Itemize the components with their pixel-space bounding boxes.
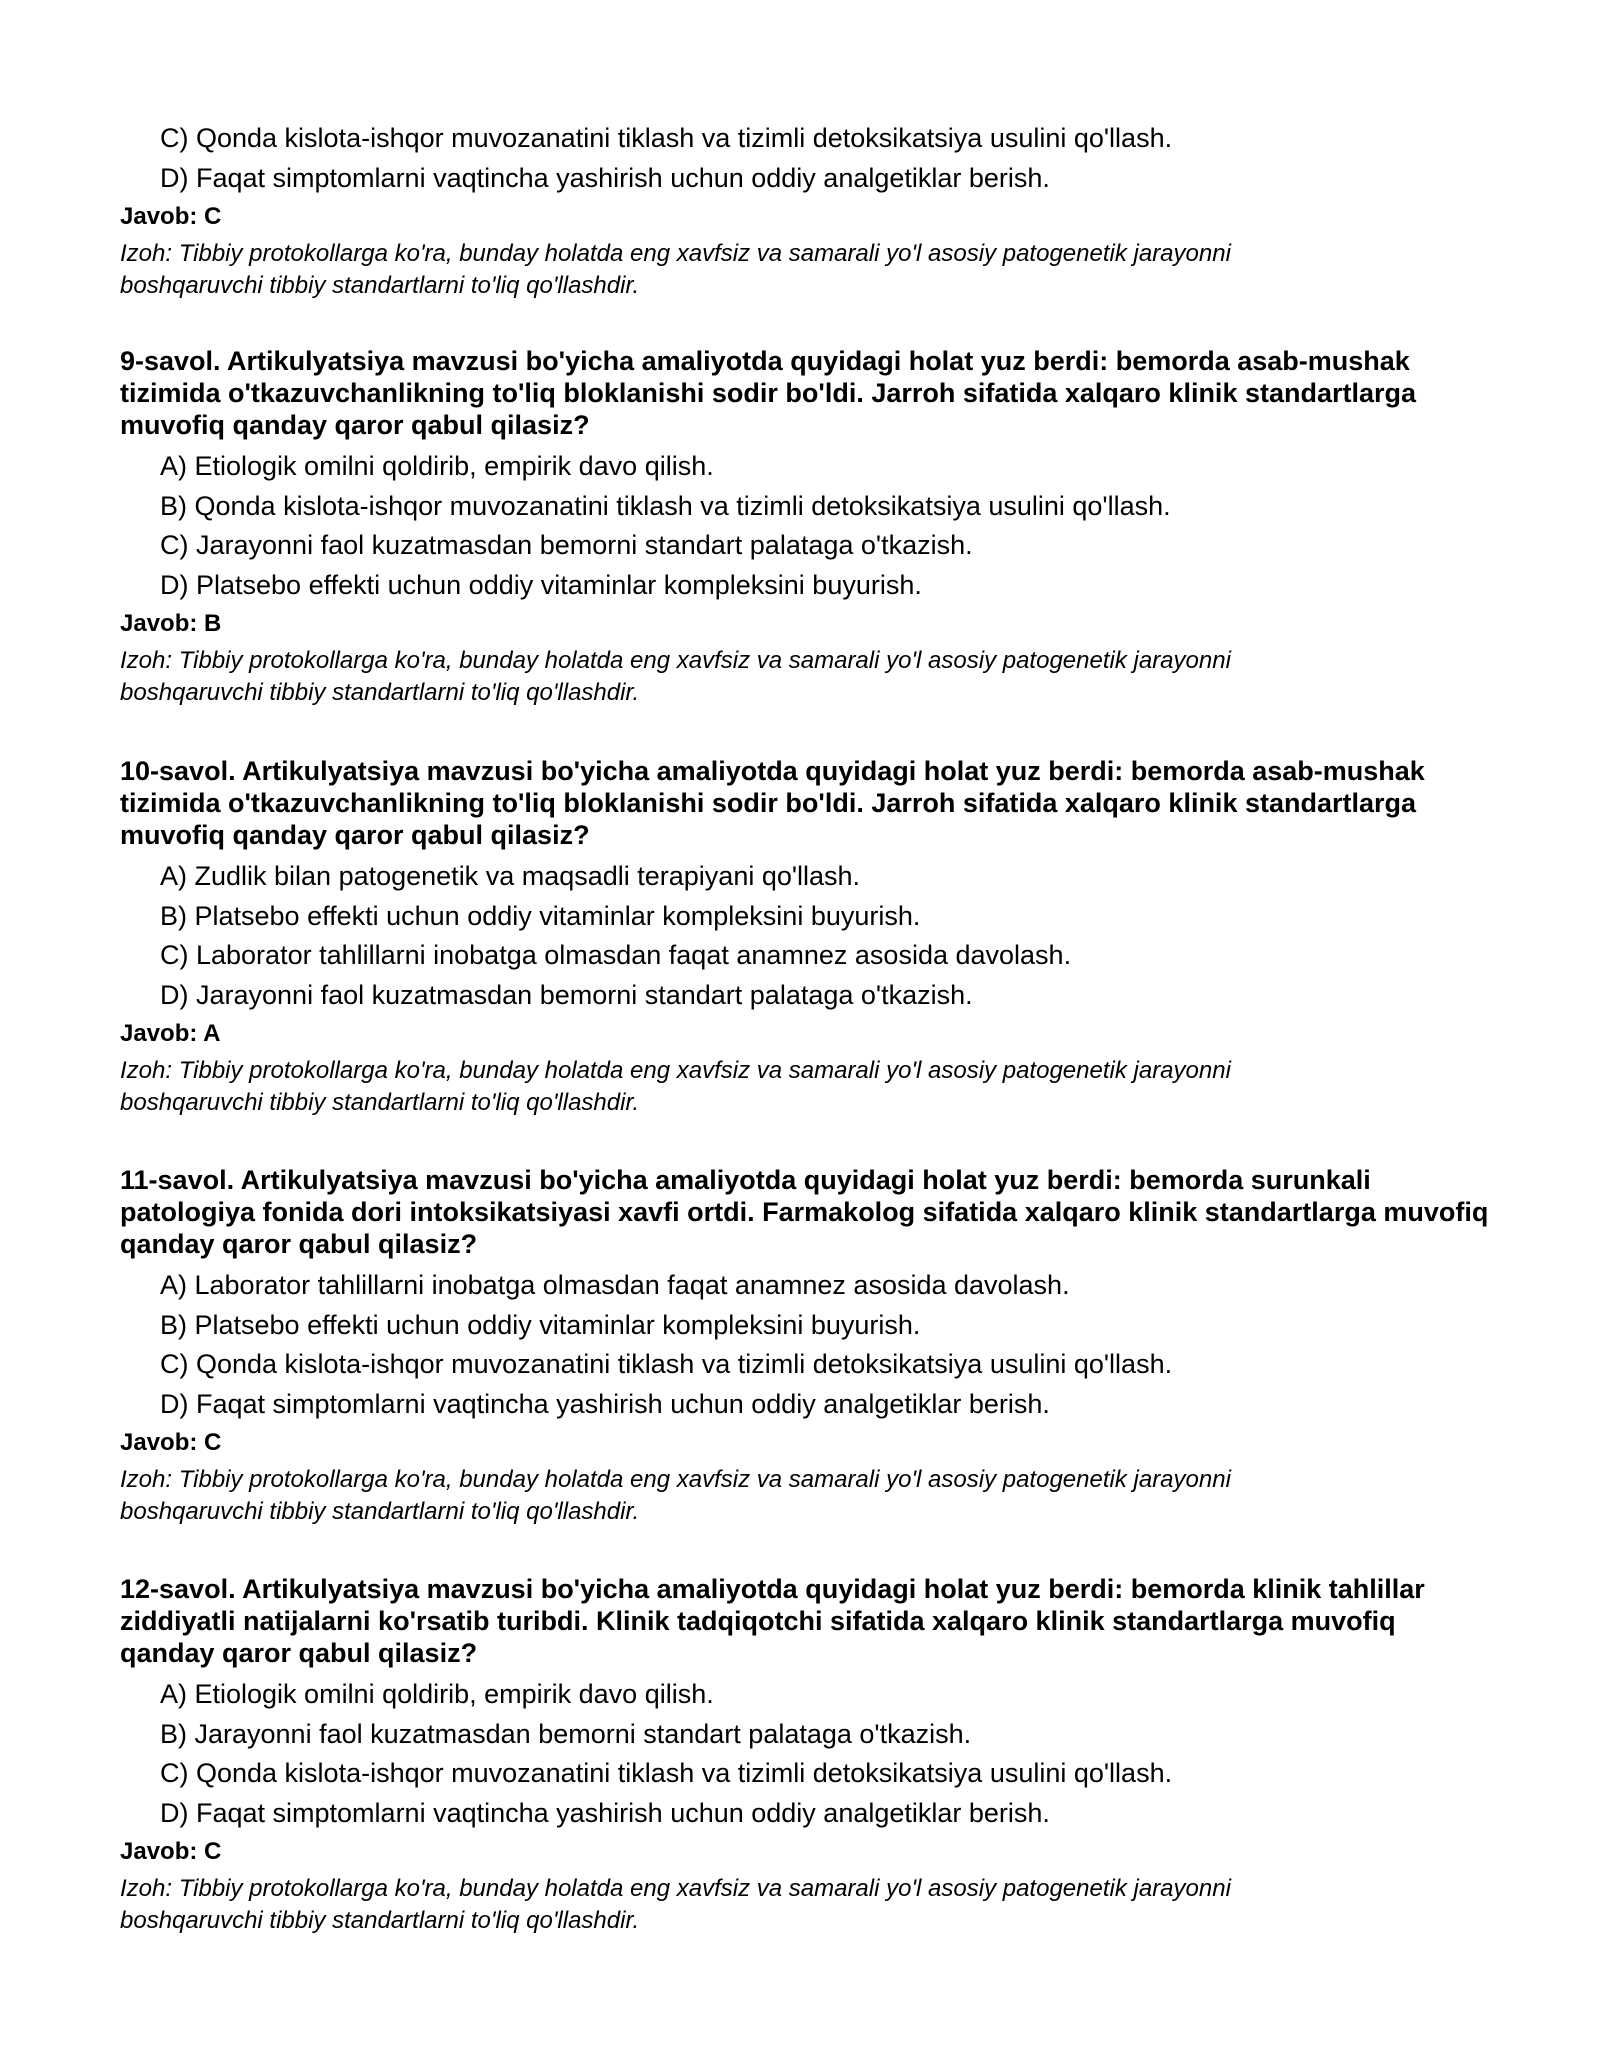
option-d: D) Jarayonni faol kuzatmasdan bemorni standart palataga o'tkazish. [160, 979, 973, 1010]
option-d: D) Faqat simptomlarni vaqtincha yashirish uchun oddiy analgetiklar berish. [160, 162, 1050, 193]
answer-label: Javob: A [120, 1020, 221, 1047]
option-c: C) Jarayonni faol kuzatmasdan bemorni standart palataga o'tkazish. [160, 530, 973, 560]
question-10 [120, 755, 1490, 1119]
option-c: C) Qonda kislota-ishqor muvozanatini tiklash va tizimli detoksikatsiya usulini qo'llash. [160, 1349, 1173, 1379]
option-b: B) Platsebo effekti uchun oddiy vitaminlar kompleksini buyurish. [160, 1309, 921, 1340]
explanation-note: Izoh: Tibbiy protokollarga ko'ra, bunday holatda eng xavfsiz va samarali yo'l asosiy patogenetik jarayonni boshqaruvchi tibbiy standartlarni to'liq qo'llashdir. [120, 1875, 1231, 1934]
options-list [120, 447, 1490, 605]
explanation-note: Izoh: Tibbiy protokollarga ko'ra, bunday holatda eng xavfsiz va samarali yo'l asosiy patogenetik jarayonni boshqaruvchi tibbiy standartlarni to'liq qo'llashdir. [120, 1466, 1231, 1525]
option-b: B) Platsebo effekti uchun oddiy vitaminlar kompleksini buyurish. [160, 900, 921, 931]
question-title: 9-savol. Artikulyatsiya mavzusi bo'yicha amaliyotda quyidagi holat yuz berdi: bemorda asab-mushak tizimida o'tkazuvchanlikning to'liq bloklanishi sodir bo'ldi. Jarroh sifatida xalqaro klinik standartlarga muvofiq qanday qaror qabul qilasiz? [120, 346, 1417, 440]
option-a: A) Etiologik omilni qoldirib, empirik davo qilish. [160, 1679, 714, 1709]
option-c: C) Qonda kislota-ishqor muvozanatini tiklash va tizimli detoksikatsiya usulini qo'llash. [160, 1758, 1173, 1788]
option-a: A) Laborator tahlillarni inobatga olmasdan faqat anamnez asosida davolash. [160, 1270, 1070, 1300]
question-9 [120, 345, 1490, 709]
options-list [120, 1675, 1490, 1833]
question-title: 12-savol. Artikulyatsiya mavzusi bo'yicha amaliyotda quyidagi holat yuz berdi: bemorda klinik tahlillar ziddiyatli natijalarni ko'rsatib turibdi. Klinik tadqiqotchi sifatida xalqaro klinik standartlarga muvofiq qanday qaror qabul qilasiz? [120, 1574, 1425, 1668]
option-c: C) Laborator tahlillarni inobatga olmasdan faqat anamnez asosida davolash. [160, 940, 1072, 970]
answer-label: Javob: C [120, 1429, 222, 1456]
option-a: A) Zudlik bilan patogenetik va maqsadli terapiyani qo'llash. [160, 861, 861, 891]
options-list [120, 857, 1490, 1015]
option-d: D) Platsebo effekti uchun oddiy vitaminlar kompleksini buyurish. [160, 569, 922, 600]
answer-label: Javob: C [120, 1838, 222, 1865]
option-b: B) Jarayonni faol kuzatmasdan bemorni standart palataga o'tkazish. [160, 1718, 972, 1749]
option-d: D) Faqat simptomlarni vaqtincha yashirish uchun oddiy analgetiklar berish. [160, 1797, 1050, 1828]
explanation-note: Izoh: Tibbiy protokollarga ko'ra, bunday holatda eng xavfsiz va samarali yo'l asosiy patogenetik jarayonni boshqaruvchi tibbiy standartlarni to'liq qo'llashdir. [120, 240, 1231, 299]
answer-label: Javob: C [120, 203, 222, 230]
question-8-fragment [120, 119, 1490, 302]
options-list [120, 1266, 1490, 1424]
option-a: A) Etiologik omilni qoldirib, empirik davo qilish. [160, 451, 714, 481]
answer-label: Javob: B [120, 610, 222, 637]
question-11 [120, 1164, 1490, 1528]
option-b: B) Qonda kislota-ishqor muvozanatini tiklash va tizimli detoksikatsiya usulini qo'llash. [160, 490, 1171, 521]
question-12 [120, 1573, 1490, 1937]
option-d: D) Faqat simptomlarni vaqtincha yashirish uchun oddiy analgetiklar berish. [160, 1388, 1050, 1419]
question-title: 10-savol. Artikulyatsiya mavzusi bo'yicha amaliyotda quyidagi holat yuz berdi: bemorda asab-mushak tizimida o'tkazuvchanlikning to'liq bloklanishi sodir bo'ldi. Jarroh sifatida xalqaro klinik standartlarga muvofiq qanday qaror qabul qilasiz? [120, 756, 1425, 850]
option-c: C) Qonda kislota-ishqor muvozanatini tiklash va tizimli detoksikatsiya usulini qo'llash. [160, 123, 1173, 153]
explanation-note: Izoh: Tibbiy protokollarga ko'ra, bunday holatda eng xavfsiz va samarali yo'l asosiy patogenetik jarayonni boshqaruvchi tibbiy standartlarni to'liq qo'llashdir. [120, 1057, 1231, 1116]
explanation-note: Izoh: Tibbiy protokollarga ko'ra, bunday holatda eng xavfsiz va samarali yo'l asosiy patogenetik jarayonni boshqaruvchi tibbiy standartlarni to'liq qo'llashdir. [120, 647, 1231, 706]
question-title: 11-savol. Artikulyatsiya mavzusi bo'yicha amaliyotda quyidagi holat yuz berdi: bemorda surunkali patologiya fonida dori intoksikatsiyasi xavfi ortdi. Farmakolog sifatida xalqaro klinik standartlarga muvofiq qanday qaror qabul qilasiz? [120, 1165, 1489, 1259]
